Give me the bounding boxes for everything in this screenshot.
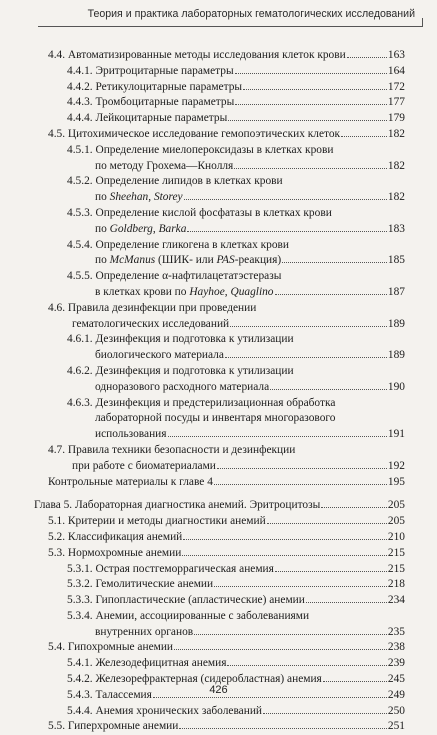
toc-entry [67,609,437,641]
dot-leader [263,705,387,714]
toc-entry-text: 5.3.1. Острая постгеморрагическая анемия [67,562,274,575]
toc-page-number: 195 [387,475,405,488]
dot-leader [183,531,387,540]
dot-leader [306,594,387,603]
toc-entry-text: 4.5.2. Определение липидов в клетках крови [67,175,283,188]
toc-entry [67,396,437,443]
toc-page-number: 191 [387,428,405,441]
dot-leader [174,642,387,651]
toc-entry [67,111,437,127]
toc-entry-text: биологического материала [95,349,224,362]
dot-leader [217,460,387,469]
toc-entry-text: 5.4. Гипохромные анемии [48,641,174,654]
dot-leader [270,381,387,390]
toc-page-number: 210 [387,530,405,543]
toc-page-number: 189 [387,349,405,362]
toc-entry-text: 4.4. Автоматизированные методы исследования клеток крови [48,49,346,61]
toc-entry [67,206,437,238]
toc-entry [67,174,437,206]
toc-entry-text: 5.3.3. Гипопластические (апластические) анемии [67,594,305,607]
toc-entry [67,562,437,578]
toc-entry-text: 4.6. Правила дезинфекции при проведении [48,301,257,314]
running-title: Теория и практика лабораторных гематологических исследований [87,8,415,20]
toc-page-number: 190 [387,380,405,393]
dot-leader [194,626,387,635]
toc-entry-text: гематологических исследований [72,317,230,330]
toc-page-number: 218 [387,578,405,591]
toc-entry [67,80,437,96]
toc-entry-text: Контрольные материалы к главе 4 [48,475,213,488]
toc-entry-text: 5.2. Классификация анемий [48,530,183,543]
dot-leader [235,65,387,74]
toc-entry [67,593,437,609]
toc-entry-text: 5.5. Гиперхромные анемии [48,720,179,733]
toc-page-number: 245 [387,673,405,686]
toc-entry [67,704,437,720]
toc-entry [48,640,437,656]
toc-page-number: 215 [387,546,405,559]
toc-page-number: 251 [387,720,405,733]
toc-entry-text: 5.1. Критерии и методы диагностики анемий [48,515,266,528]
toc-entry-text: 4.5.1. Определение миелопероксидазы в клетках крови [67,143,334,156]
toc-page-number: 182 [387,127,405,140]
toc-entry [67,656,437,672]
toc-entry [67,143,437,175]
toc-page-number: 177 [387,96,405,109]
toc-entry [67,577,437,593]
dot-leader [214,476,387,485]
toc-entry-text: 4.7. Правила техники безопасности и дезинфекции [48,443,296,456]
dot-leader [321,499,387,508]
toc-entry-text: 4.5.4. Определение гликогена в клетках крови [67,238,290,251]
dot-leader [225,349,387,358]
toc-entry-text: 5.4.4. Анемия хронических заболеваний [67,704,263,717]
toc-page-number: 179 [387,112,405,125]
toc-entry [48,719,437,735]
dot-leader [184,191,387,200]
toc-page-number: 250 [387,704,405,717]
toc-entry-text: 4.4.1. Эритроцитарные параметры [67,64,234,77]
toc-page-number: 182 [387,191,405,204]
toc-page-number: 187 [387,285,405,298]
toc-entry [34,498,437,514]
page-number: 426 [209,684,228,696]
dot-leader [275,286,387,295]
toc-entry [48,127,437,143]
toc-entry [67,95,437,111]
toc-entry-text: 4.6.3. Дезинфекция и предстерилизационная обработка [67,396,336,409]
toc-entry-text: 4.4.2. Ретикулоцитарные параметры [67,80,243,93]
toc-page-number: 205 [387,515,405,528]
toc-page-number: 189 [387,317,405,330]
section-gap [0,490,437,498]
toc-entry-text: 4.5. Цитохимическое исследование гемопоэтических клеток [48,127,341,140]
dot-leader [214,578,387,587]
toc-entry [67,364,437,396]
toc-page-number: 182 [387,159,405,172]
table-of-contents [0,48,437,735]
toc-page-number: 235 [387,625,405,638]
toc-page-number: 185 [387,254,405,267]
toc-entry-text: 4.5.3. Определение кислой фосфатазы в клетках крови [67,206,332,219]
header-rule [38,26,423,27]
dot-leader [235,96,387,105]
toc-page-number: 172 [387,80,405,93]
toc-page-number: 249 [387,688,405,701]
toc-entry-text: лабораторной посуды и инвентаря многоразового [95,412,336,425]
toc-entry-text: 4.5.5. Определение α-нафтилацетатэстеразы [67,270,282,283]
dot-leader [275,563,387,572]
dot-leader [323,673,387,682]
dot-leader [230,318,387,327]
dot-leader [227,657,386,666]
toc-entry [48,475,437,491]
toc-entry-text: 4.4.4. Лейкоцитарные параметры [67,112,228,125]
toc-entry-text: 4.6.1. Дезинфекция и подготовка к утилизации [67,333,294,346]
toc-section-chapter-4 [0,48,437,490]
toc-page-number: 238 [387,641,405,654]
header-tick [422,18,423,26]
toc-entry [48,301,437,333]
toc-entry [67,332,437,364]
toc-entry-text: по McManus (ШИК- или PAS-реакция) [95,254,282,267]
toc-entry-text: по Sheehan, Storey [95,191,183,204]
toc-entry [67,269,437,301]
toc-entry-text: 5.4.1. Железодефицитная анемия [67,657,227,670]
toc-entry-text: 5.3. Нормохромные анемии [48,546,182,559]
toc-entry [67,238,437,270]
toc-page-number: 183 [387,222,405,235]
toc-entry-text: 5.3.4. Анемии, ассоциированные с заболеваниями [67,609,310,622]
toc-entry [48,514,437,530]
toc-page-number: 163 [387,49,405,61]
toc-entry-text: 5.3.2. Гемолитические анемии [67,578,214,591]
toc-page-number: 164 [387,64,405,77]
toc-entry-text: в клетках крови по Hayhoe, Quaglino [95,285,274,298]
dot-leader [347,49,387,58]
dot-leader [168,428,387,437]
toc-page-number: 239 [387,657,405,670]
toc-entry-text: использования [95,428,167,441]
toc-entry [48,546,437,562]
running-header [0,0,437,32]
toc-entry-text: по методу Грохема—Кнолля [95,159,234,172]
toc-entry-text: Глава 5. Лабораторная диагностика анемий. Эритроцитозы [34,499,321,512]
dot-leader [182,547,387,556]
toc-page-number: 215 [387,562,405,575]
dot-leader [243,81,387,90]
dot-leader [341,128,387,137]
toc-section-chapter-5 [0,498,437,735]
toc-entry-text: одноразового расходного материала [95,380,270,393]
toc-entry-text: при работе с биоматериалами [72,459,216,472]
toc-entry-text: 5.4.2. Железорефрактерная (сидеробластная) анемия [67,673,322,686]
toc-entry [48,443,437,475]
toc-entry-text: по Goldberg, Barka [95,222,187,235]
dot-leader [234,160,387,169]
toc-entry-text: внутренних органов [95,625,194,638]
toc-entry [48,530,437,546]
toc-entry-text: 4.4.3. Тромбоцитарные параметры [67,96,235,109]
toc-entry [67,64,437,80]
dot-leader [179,721,387,730]
dot-leader [282,254,387,263]
toc-page-number: 234 [387,594,405,607]
dot-leader [267,515,387,524]
toc-page-number: 205 [387,499,405,512]
dot-leader [187,223,386,232]
toc-page-number: 192 [387,459,405,472]
dot-leader [228,112,387,121]
toc-entry [48,48,437,64]
toc-entry-text: 5.4.3. Талассемия [67,688,152,701]
toc-entry-text: 4.6.2. Дезинфекция и подготовка к утилизации [67,364,294,377]
